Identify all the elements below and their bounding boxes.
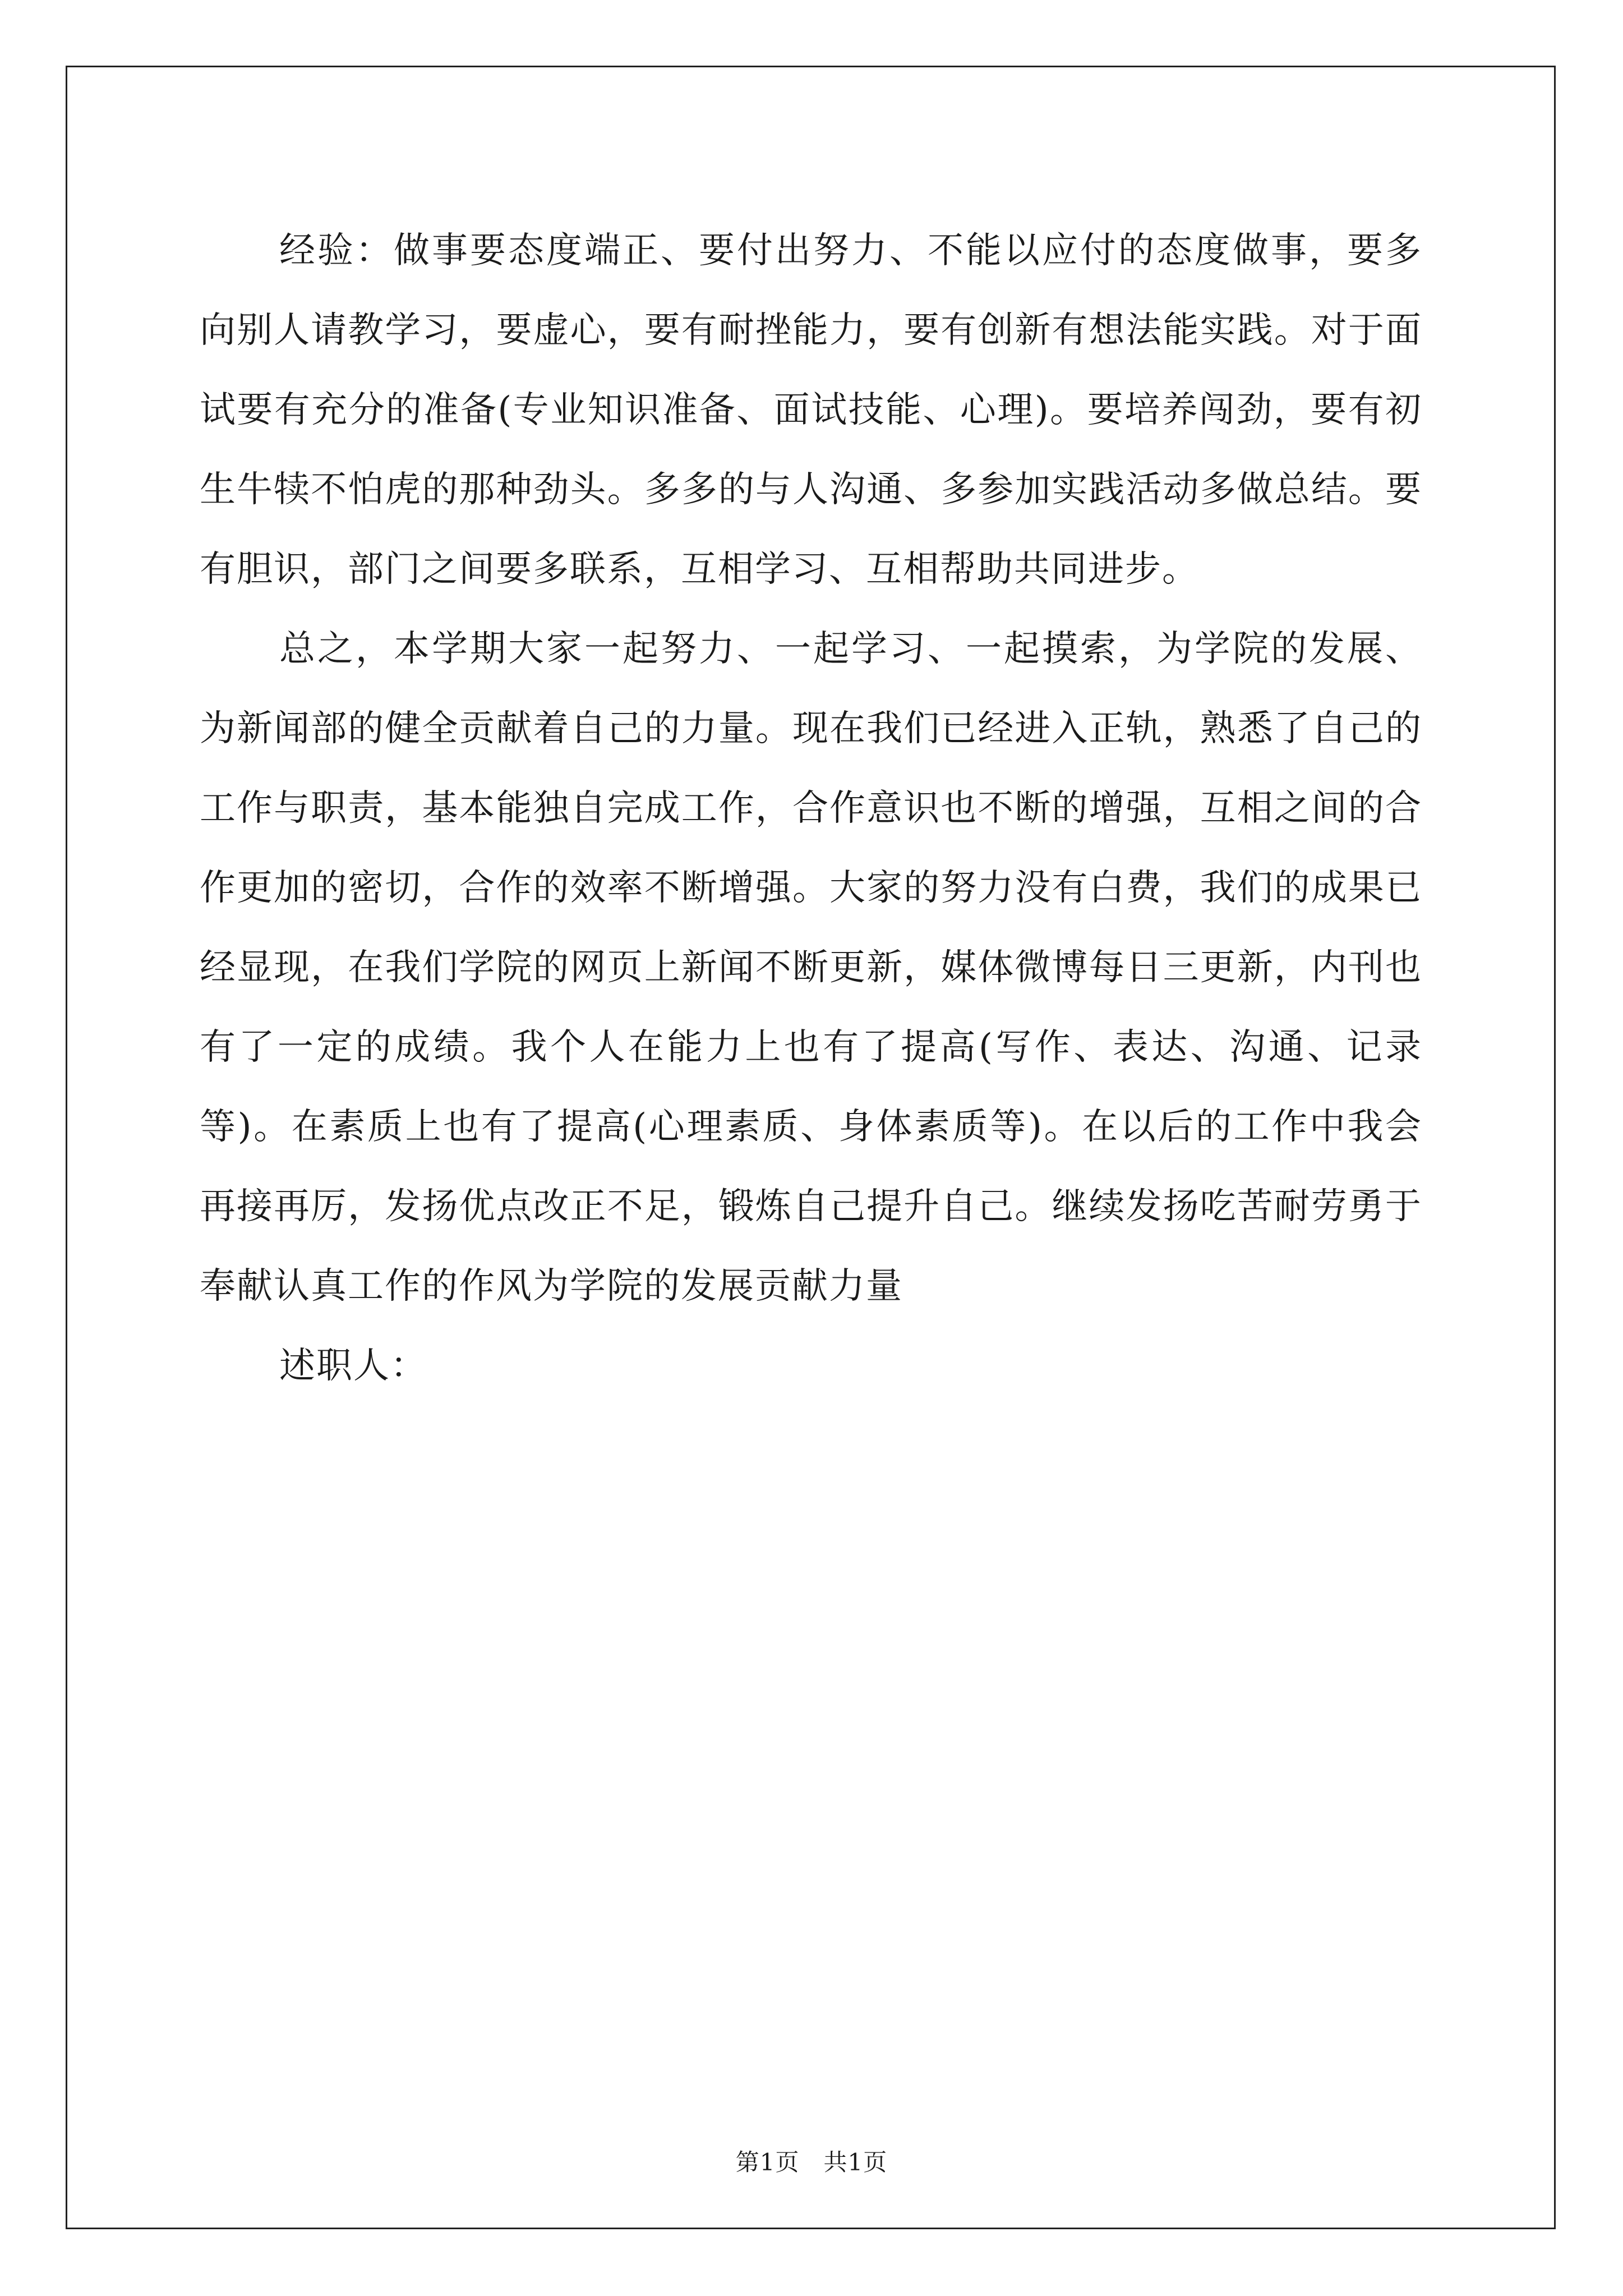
- page-number: 第1页 共1页: [735, 2148, 888, 2176]
- paragraph-summary: 总之，本学期大家一起努力、一起学习、一起摸索，为学院的发展、为新闻部的健全贡献着自己的力量。现在我们已经进入正轨，熟悉了自己的工作与职责，基本能独自完成工作，合作意识也不断的增强，互相之间的合作更加的密切，合作的效率不断增强。大家的努力没有白费，我们的成果已经显现，在我们学院的网页上新闻不断更新，媒体微博每日三更新，内刊也有了一定的成绩。我个人在能力上也有了提高(写作、表达、沟通、记录等)。在素质上也有了提高(心理素质、身体素质等)。在以后的工作中我会再接再厉，发扬优点改正不足，锻炼自己提升自己。继续发扬吃苦耐劳勇于奉献认真工作的作风为学院的发展贡献力量: [200, 628, 1422, 1307]
- signature-line: 述职人：: [279, 1345, 427, 1387]
- paragraph-experience: 经验：做事要态度端正、要付出努力、不能以应付的态度做事，要多向别人请教学习，要虚心，要有耐挫能力，要有创新有想法能实践。对于面试要有充分的准备(专业知识准备、面试技能、心理)。要培养闯劲，要有初生牛犊不怕虎的那种劲头。多多的与人沟通、多参加实践活动多做总结。要有胆识，部门之间要多联系，互相学习、互相帮助共同进步。: [200, 230, 1422, 590]
- document-body: [200, 211, 1422, 1406]
- page-footer: [0, 2148, 1623, 2177]
